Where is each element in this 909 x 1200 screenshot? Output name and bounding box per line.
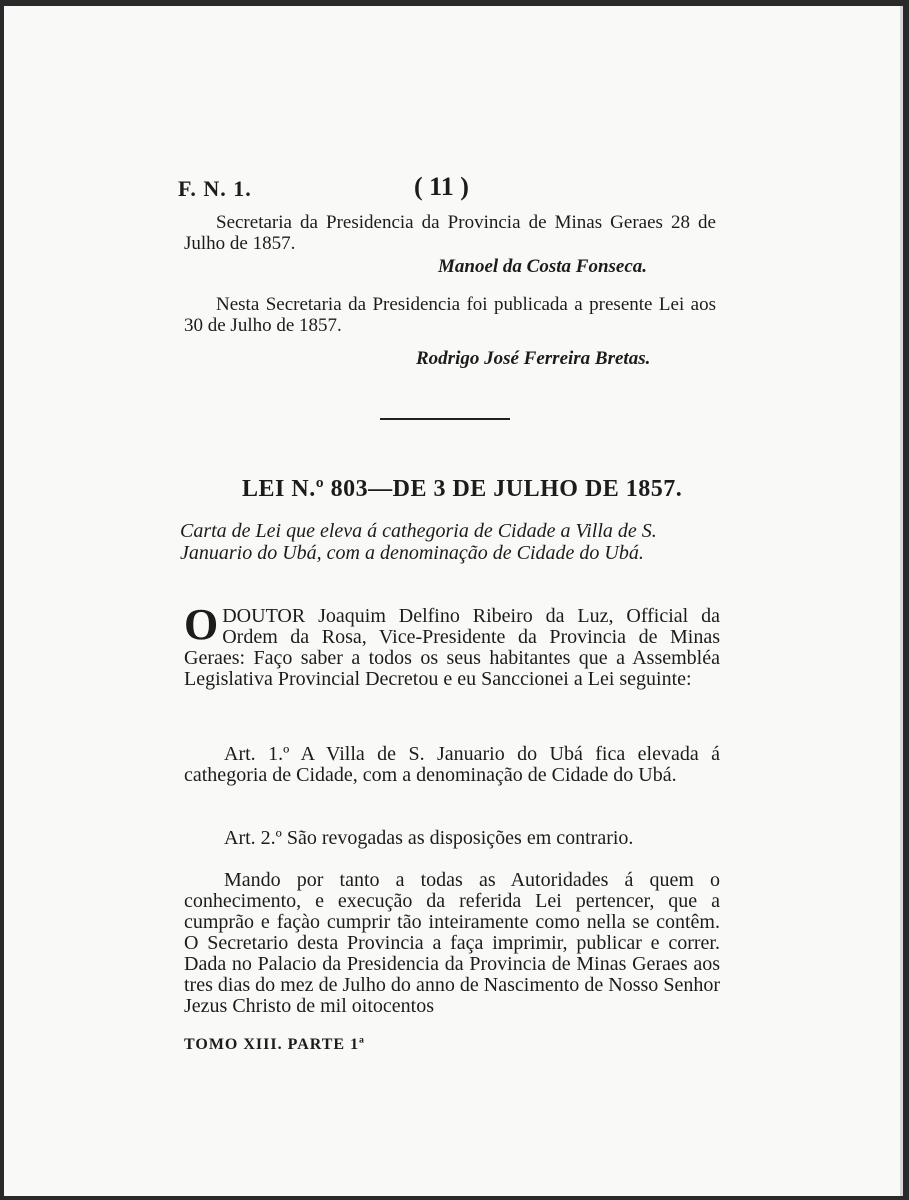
- drop-cap: O: [184, 600, 219, 649]
- law-title: LEI N.º 803—DE 3 DE JULHO DE 1857.: [242, 476, 683, 502]
- signature-rodrigo: Rodrigo José Ferreira Bretas.: [416, 348, 651, 369]
- publication-paragraph: Nesta Secretaria da Presidencia foi publicada a presente Lei aos 30 de Julho de 1857.: [184, 294, 716, 336]
- volume-footer: TOMO XIII. PARTE 1ª: [184, 1036, 365, 1053]
- closing-paragraph: Mando por tanto a todas as Autoridades á quem o conhecimento, e execução da referida Lei pertencer, que a cumprão e façào cumprir tão inteiramente como nella se contêm. O Secretario desta Provincia a faça imprimir, publicar e correr. Dada no Palacio da Presidencia da Provincia de Minas Geraes aos tres dias do mez de Julho do anno de Nascimento de Nosso Senhor Jezus Christo de mil oitocentos: [184, 869, 720, 1017]
- page-number: ( 11 ): [414, 172, 469, 201]
- page-header-left: F. N. 1.: [178, 176, 252, 201]
- article-1: Art. 1.º A Villa de S. Januario do Ubá fica elevada á cathegoria de Cidade, com a denominação de Cidade do Ubá.: [184, 743, 720, 786]
- signature-manoel: Manoel da Costa Fonseca.: [438, 256, 648, 277]
- document-page: [4, 6, 903, 1196]
- law-intro-paragraph: [184, 600, 720, 690]
- article-2: Art. 2.º São revogadas as disposições em contrario.: [224, 827, 634, 849]
- law-intro-text: DOUTOR Joaquim Delfino Ribeiro da Luz, Official da Ordem da Rosa, Vice-Presidente da Provincia de Minas Geraes: Faço saber a todos os seus habitantes que a Assembléa Legislativa Provincial Decretou e eu Sanccionei a Lei seguinte:: [184, 605, 720, 690]
- secretaria-paragraph: Secretaria da Presidencia da Provincia de Minas Geraes 28 de Julho de 1857.: [184, 212, 716, 254]
- law-subtitle: Carta de Lei que eleva á cathegoria de Cidade a Villa de S. Januario do Ubá, com a denominação de Cidade do Ubá.: [180, 520, 657, 564]
- section-divider: [380, 418, 510, 420]
